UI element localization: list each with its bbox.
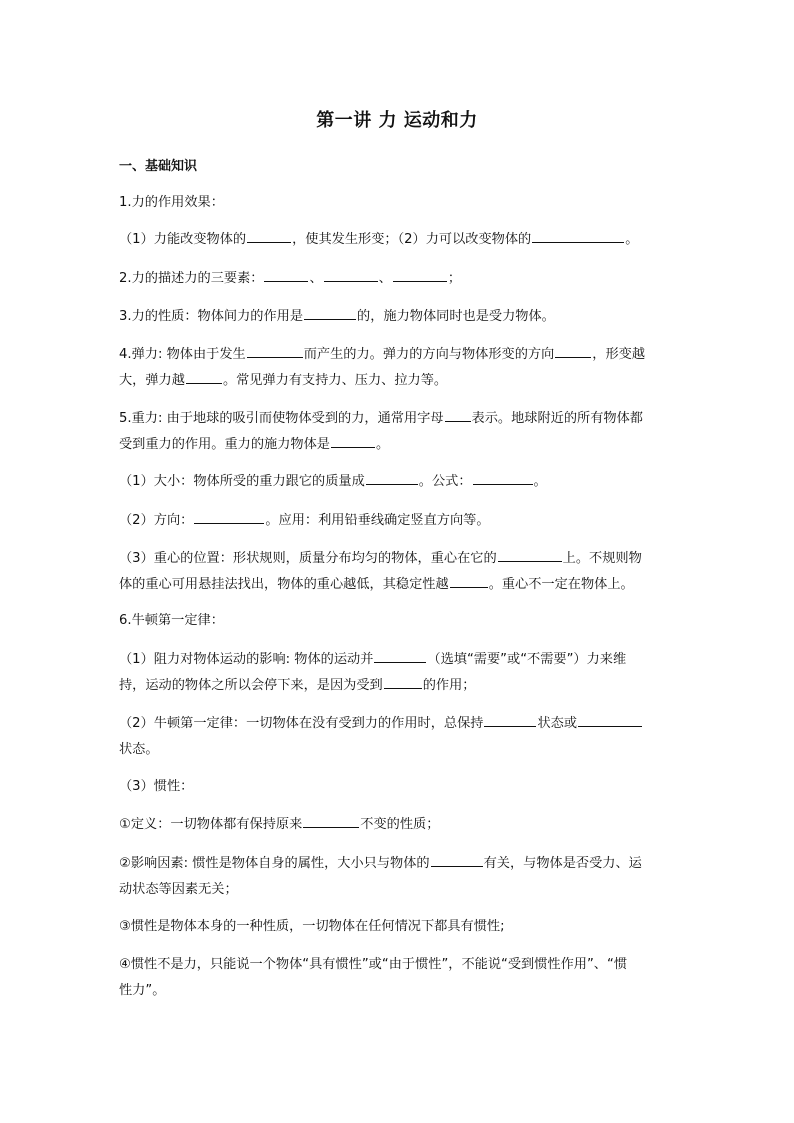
text-fragment: 有关，与物体是否受力、运	[483, 856, 642, 871]
text-fragment: 2.力的描述力的三要素：	[119, 271, 264, 286]
answer-blank[interactable]	[247, 228, 291, 243]
text-fragment: （1）阻力对物体运动的影响: 物体的运动并	[119, 652, 374, 667]
text-fragment: 动状态等因素无关；	[119, 882, 238, 897]
text-line	[119, 508, 679, 534]
text-fragment: 持，运动的物体之所以会停下来，是因为受到	[119, 678, 383, 693]
text-line	[119, 546, 679, 572]
text-line	[119, 914, 679, 940]
text-fragment: 。常见弹力有支持力、压力、拉力等。	[222, 373, 448, 388]
text-line	[119, 572, 679, 598]
answer-blank[interactable]	[303, 813, 359, 828]
text-fragment: （1）力能改变物体的	[119, 232, 247, 247]
text-fragment: 1.力的作用效果：	[119, 195, 224, 210]
text-line	[119, 190, 679, 216]
answer-blank[interactable]	[484, 712, 536, 727]
text-fragment: ，形变越	[592, 347, 646, 362]
text-fragment: 不变的性质；	[360, 817, 440, 832]
answer-blank[interactable]	[532, 228, 624, 243]
text-fragment: 5.重力: 由于地球的吸引而使物体受到的力，通常用字母	[119, 411, 444, 426]
text-fragment: ②影响因素: 惯性是物体自身的属性，大小只与物体的	[119, 856, 430, 871]
answer-blank[interactable]	[247, 343, 303, 358]
text-fragment: 。应用：利用铅垂线确定竖直方向等。	[265, 513, 490, 528]
text-line	[119, 342, 679, 368]
text-fragment: ①定义：一切物体都有保持原来	[119, 817, 303, 832]
text-line	[119, 978, 679, 1004]
text-fragment: 状态或	[537, 716, 578, 731]
answer-blank[interactable]	[393, 267, 447, 282]
text-line	[119, 608, 679, 634]
section-heading: 一、基础知识	[119, 159, 198, 174]
answer-blank[interactable]	[324, 267, 378, 282]
text-fragment: 的作用；	[422, 678, 476, 693]
page-title: 第一讲 力 运动和力	[316, 110, 478, 131]
text-fragment: 大，弹力越	[119, 373, 185, 388]
text-fragment: （1）大小：物体所受的重力跟它的质量成	[119, 474, 365, 489]
text-fragment: 、	[309, 271, 323, 286]
text-line	[119, 877, 679, 903]
text-line	[119, 952, 679, 978]
text-fragment: 的，施力物体同时也是受力物体。	[357, 309, 555, 324]
text-fragment: 。	[376, 437, 390, 452]
text-line	[119, 647, 679, 673]
text-fragment: 3.力的性质：物体间力的作用是	[119, 309, 304, 324]
text-fragment: 表示。地球附近的所有物体都	[471, 411, 643, 426]
text-fragment: 、	[378, 271, 392, 286]
text-fragment: 体的重心可用悬挂法找出，物体的重心越低，其稳定性越	[119, 577, 449, 592]
text-fragment: 4.弹力: 物体由于发生	[119, 347, 246, 362]
text-line	[119, 851, 679, 877]
text-fragment: ；	[447, 271, 462, 286]
text-line	[119, 774, 679, 800]
answer-blank[interactable]	[264, 267, 308, 282]
text-fragment: （3）重心的位置：形状规则，质量分布均匀的物体，重心在它的	[119, 551, 497, 566]
text-fragment: ④惯性不是力，只能说一个物体“具有惯性”或“由于惯性”，不能说“受到惯性作用”、“惯	[119, 957, 628, 972]
text-fragment: 上。不规则物	[562, 551, 642, 566]
text-fragment: ，使其发生形变；（2）力可以改变物体的	[292, 232, 532, 247]
text-line	[119, 812, 679, 838]
answer-blank[interactable]	[304, 305, 356, 320]
text-fragment: （选填“需要”或“不需要”）力来维	[427, 652, 627, 667]
text-line	[119, 432, 679, 458]
text-fragment: ③惯性是物体本身的一种性质，一切物体在任何情况下都具有惯性;	[119, 919, 505, 934]
answer-blank[interactable]	[578, 712, 642, 727]
text-fragment: （2）方向：	[119, 513, 194, 528]
text-fragment: 。	[533, 474, 547, 489]
text-fragment: （3）惯性：	[119, 779, 194, 794]
text-fragment: 6.牛顿第一定律：	[119, 613, 224, 628]
text-fragment: 。公式：	[418, 474, 472, 489]
answer-blank[interactable]	[374, 648, 426, 663]
answer-blank[interactable]	[473, 470, 533, 485]
answer-blank[interactable]	[331, 433, 375, 448]
text-line	[119, 737, 679, 763]
answer-blank[interactable]	[445, 407, 471, 422]
text-line	[119, 406, 679, 432]
text-fragment: 状态。	[119, 742, 159, 757]
text-line	[119, 711, 679, 737]
answer-blank[interactable]	[384, 674, 422, 689]
text-line	[119, 469, 679, 495]
text-fragment: 而产生的力。弹力的方向与物体形变的方向	[303, 347, 555, 362]
text-fragment: 。	[625, 232, 639, 247]
answer-blank[interactable]	[498, 547, 562, 562]
text-line	[119, 304, 679, 330]
text-line	[119, 673, 679, 699]
answer-blank[interactable]	[555, 343, 591, 358]
answer-blank[interactable]	[431, 852, 483, 867]
text-fragment: 性力”。	[119, 983, 166, 998]
answer-blank[interactable]	[186, 369, 222, 384]
text-fragment: （2）牛顿第一定律：一切物体在没有受到力的作用时，总保持	[119, 716, 484, 731]
answer-blank[interactable]	[450, 573, 488, 588]
text-line	[119, 368, 679, 394]
text-line	[119, 227, 679, 253]
text-fragment: 受到重力的作用。重力的施力物体是	[119, 437, 330, 452]
answer-blank[interactable]	[366, 470, 418, 485]
text-fragment: 。重心不一定在物体上。	[488, 577, 634, 592]
answer-blank[interactable]	[194, 509, 264, 524]
text-line	[119, 266, 679, 292]
